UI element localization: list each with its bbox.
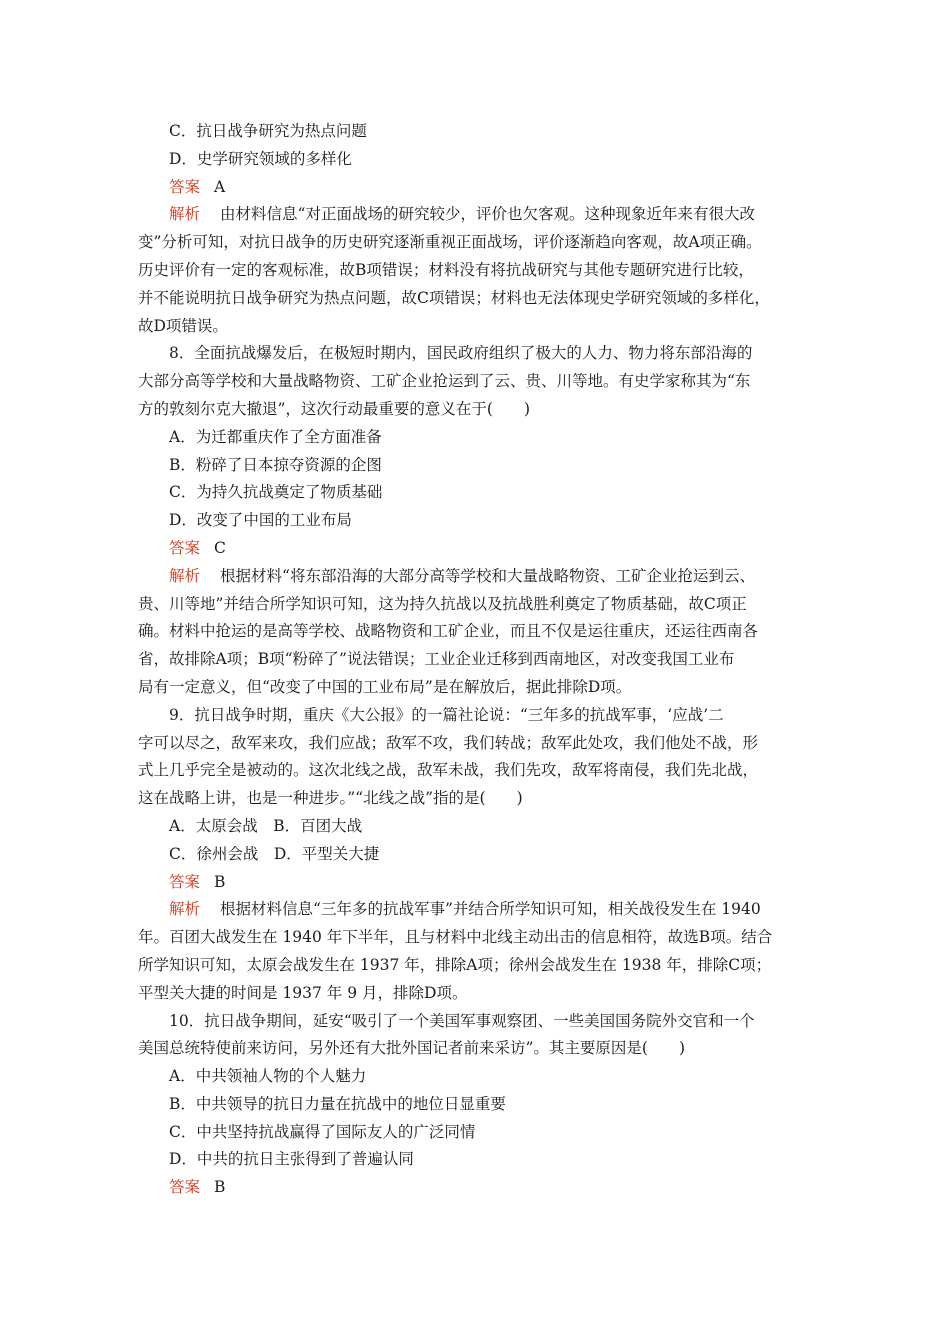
answer-label: 答案 [169,872,201,891]
q8-analysis-line-3: 确。材料中抢运的是高等学校、战略物资和工矿企业，而且不仅是运往重庆，还运往西南各 [138,622,759,641]
q9-stem-line-4: 这在战略上讲，也是一种进步。”“北线之战”指的是( ) [138,789,523,808]
q10-option-b: B．中共领导的抗日力量在抗战中的地位日显重要 [169,1094,506,1113]
q8-option-a: A．为迁都重庆作了全方面准备 [169,427,382,446]
q8-analysis-line-4: 省，故排除A项；B项“粉碎了”说法错误；工业企业迁移到西南地区，对改变我国工业布 [138,650,735,669]
q10-option-d: D．中共的抗日主张得到了普遍认同 [169,1150,414,1169]
q9-options-ab: A．太原会战 B．百团大战 [169,816,363,835]
q9-stem-line-2: 字可以尽之，敌军来攻，我们应战；敌军不攻，我们转战；敌军此处攻，我们他处不战，形 [138,733,759,752]
q7-analysis-line-4: 并不能说明抗日战争研究为热点问题，故C项错误；材料也无法体现史学研究领域的多样化， [138,288,770,307]
q8-analysis-line-5: 局有一定意义，但“改变了中国的工业布局”是在解放后，据此排除D项。 [138,677,632,696]
q10-stem-line-2: 美国总统特使前来访问，另外还有大批外国记者前来采访”。其主要原因是( ) [138,1039,686,1058]
q8-answer [138,535,816,563]
q8-analysis-line-1: 解析 根据材料“将东部沿海的大部分高等学校和大量战略物资、工矿企业抢运到云、 [169,566,755,585]
q7-answer [138,174,816,202]
answer-label: 答案 [169,177,201,196]
q7-analysis-line-5: 故D项错误。 [138,316,228,335]
analysis-label: 解析 [169,566,201,585]
q8-stem-line-3: 方的敦刻尔克大撤退”，这次行动最重要的意义在于( ) [138,399,531,418]
q7-analysis-line-2: 变”分析可知，对抗日战争的历史研究逐渐重视正面战场，评价逐渐趋向客观，故A项正确。 [138,233,762,252]
q7-option-c: C．抗日战争研究为热点问题 [169,122,367,140]
q9-answer [138,869,816,897]
q8-stem-line-1: 8．全面抗战爆发后，在极短时期内，国民政府组织了极大的人力、物力将东部沿海的 [169,344,753,363]
q10-option-c: C．中共坚持抗战赢得了国际友人的广泛同情 [169,1122,476,1141]
q9-stem-line-3: 式上几乎完全是被动的。这次北线之战，敌军未战，我们先攻，敌军将南侵，我们先北战， [138,761,759,780]
q9-stem-line-1: 9．抗日战争时期，重庆《大公报》的一篇社论说：“三年多的抗战军事，‘应战’二 [169,705,724,724]
answer-value: C [214,538,226,557]
q9-analysis-line-4: 平型关大捷的时间是 1937 年 9 月，排除D项。 [138,983,468,1002]
answer-label: 答案 [169,1178,201,1197]
q7-analysis-line-1: 解析 由材料信息“对正面战场的研究较少，评价也欠客观。这种现象近年来有很大改 [169,205,755,224]
q7-option-d: D．史学研究领域的多样化 [169,149,352,168]
q9-analysis-line-3: 所学知识可知，太原会战发生在 1937 年，排除A项；徐州会战发生在 1938 年，排除C项； [138,955,772,974]
q10-answer [138,1174,816,1202]
answer-label: 答案 [169,538,201,557]
answer-value: A [214,177,226,196]
q9-options-cd: C．徐州会战 D．平型关大捷 [169,844,380,863]
q10-option-a: A．中共领袖人物的个人魅力 [169,1067,367,1086]
q8-analysis-line-2: 贵、川等地”并结合所学知识可知，这为持久抗战以及抗战胜利奠定了物质基础，故C项正 [138,594,747,613]
q7-analysis-line-3: 历史评价有一定的客观标准，故B项错误；材料没有将抗战研究与其他专题研究进行比较， [138,260,754,279]
q8-option-b: B．粉碎了日本掠夺资源的企图 [169,455,382,474]
q9-analysis-line-1: 解析 根据材料信息“三年多的抗战军事”并结合所学知识可知，相关战役发生在 1940 [169,900,761,919]
q8-option-d: D．改变了中国的工业布局 [169,511,352,530]
q10-stem-line-1: 10．抗日战争期间，延安“吸引了一个美国军事观察团、一些美国国务院外交官和一个 [169,1011,755,1030]
answer-value: B [214,872,226,891]
q9-analysis-line-2: 年。百团大战发生在 1940 年下半年，且与材料中北线主动出击的信息相符，故选B项。结合 [138,928,773,947]
q8-option-c: C．为持久抗战奠定了物质基础 [169,483,383,502]
analysis-label: 解析 [169,205,201,224]
document-page [138,118,816,1202]
q8-stem-line-2: 大部分高等学校和大量战略物资、工矿企业抢运到了云、贵、川等地。有史学家称其为“东 [138,372,751,391]
analysis-label: 解析 [169,900,201,919]
answer-value: B [214,1178,226,1197]
